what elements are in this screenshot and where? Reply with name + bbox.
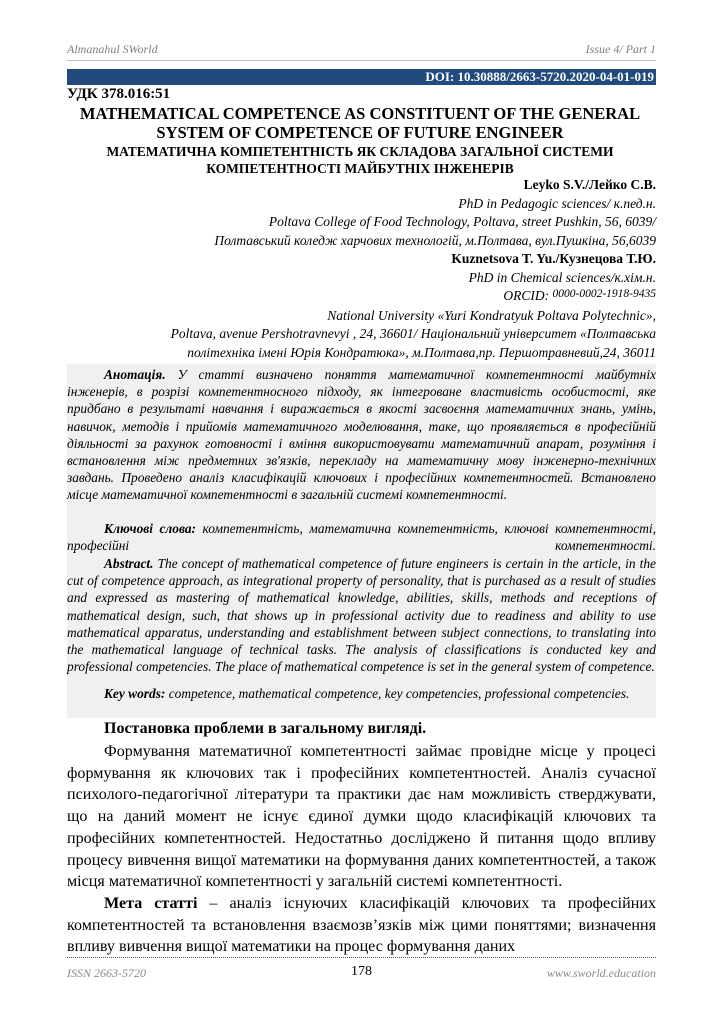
udk-code: УДК 378.016:51 [67, 86, 171, 102]
title-english-line: MATHEMATICAL COMPETENCE AS CONSTITUENT OF THE GENERAL [79, 104, 641, 123]
doi-bar [67, 69, 656, 85]
paragraph-text: – аналіз існуючих класифікацій ключових та професійних компетентностей та встановлення взаємозв’язків між цими поняттями; визначення впливу вивчення вищої математики на процес формування даних [67, 895, 656, 956]
page-footer [67, 964, 656, 984]
keywords-english-label: Key words: [104, 686, 166, 701]
author-orcid [60, 287, 656, 307]
journal-name: Almanahul SWorld [67, 42, 158, 56]
author-name: Kuznetsova T. Yu./Кузнецова Т.Ю. [451, 251, 656, 266]
abstract-english-text: The concept of mathematical competence of future engineers is certain in the article, in the cut of competence approach, as integrational property of personality, that is purchased as a result of studies and expressed as mastering of mathematical knowledge, abilities, skills, methods and receptions of mathematical design, such, that shows up in professional activity due to readiness and ability to use mathematical apparatus, understanding and establishment between subject connections, to translating into the mathematical language of technical tasks. The analysis of classifications is conducted key and professional competencies. The place of mathematical competence is set in the general system of competence. [67, 556, 656, 675]
orcid-label: ORCID: [503, 288, 550, 303]
title-ukrainian [60, 143, 660, 177]
authors-block [60, 176, 656, 362]
abstract-english [67, 555, 656, 675]
doi-link[interactable]: DOI: 10.30888/2663-5720.2020-04-01-019 [425, 69, 654, 84]
keywords-english-text: competence, mathematical competence, key competencies, professional competencies. [168, 686, 630, 701]
author-affiliation: політехніка імені Юрія Кондратюка», м.Полтава,пр. Першотравневий,24, 36011 [187, 344, 656, 360]
footer-divider [67, 957, 656, 958]
abstract-ukrainian-label: Анотація. [104, 367, 166, 382]
author-affiliation: Полтавський коледж харчових технологій, м.Полтава, вул.Пушкіна, 56,6039 [214, 232, 656, 248]
page-number: 178 [351, 964, 372, 979]
author-degree: PhD in Pedagogic sciences/ к.пед.н. [458, 195, 656, 211]
section-heading: Постановка проблеми в загальному вигляді. [104, 720, 427, 737]
body-paragraph [67, 893, 656, 958]
author-affiliation: Poltava, avenue Pershotravnevyi , 24, 36601/ Національний університет «Полтавська [170, 326, 656, 341]
keywords-ukrainian-text: компетентність, математична компетентність, ключові компетентності, професійні компетентності. [67, 521, 656, 554]
title-ukrainian-line: МАТЕМАТИЧНА КОМПЕТЕНТНІСТЬ ЯК СКЛАДОВА ЗАГАЛЬНОЇ СИСТЕМИ [106, 144, 614, 159]
keywords-ukrainian [67, 520, 656, 554]
author-affiliation: Poltava College of Food Technology, Poltava, street Pushkin, 56, 6039/ [268, 214, 656, 229]
title-english-line: SYSTEM OF COMPETENCE OF FUTURE ENGINEER [156, 123, 564, 142]
keywords-ukrainian-label: Ключові слова: [104, 521, 197, 536]
issn-label: ISSN 2663-5720 [67, 966, 146, 980]
author-name: Leyko S.V./Лейко С.В. [523, 177, 656, 192]
orcid-id[interactable]: 0000-0002-1918-9435 [552, 288, 656, 300]
abstract-ukrainian [67, 366, 656, 504]
website-link[interactable]: www.sworld.education [546, 966, 656, 980]
keywords-english [67, 685, 656, 702]
abstract-english-label: Abstract. [104, 556, 154, 571]
issue-label: Issue 4/ Part 1 [585, 42, 656, 56]
author-degree: PhD in Chemical sciences/к.хім.н. [468, 269, 656, 285]
paragraph-lead: Мета статті [104, 895, 198, 912]
abstract-ukrainian-text: У статті визначено поняття математичної компетентності майбутніх інженерів, в розрізі компетентносного підходу, як інтегроване властивість особистості, яке придбано в результаті навчання і виражається в якості засвоєння математичних знань, умінь, навичок, методів і прийомів математичного моделювання, таке, що проявляється в професійній діяльності за рахунок готовності і вміння використовувати математичний апарат, розуміння і встановлення між предметних зв'язків, перекладу на математичну мову інженерно-технічних завдань. Проведено аналіз класифікацій ключових і професійних компетентностей. Встановлено місце математичної компетентності в загальній системі компетентності. [67, 367, 656, 503]
author-affiliation: National University «Yuri Kondratyuk Poltava Polytechnic», [327, 307, 656, 323]
running-header [67, 40, 656, 61]
title-ukrainian-line: КОМПЕТЕНТНОСТІ МАЙБУТНІХ ІНЖЕНЕРІВ [206, 161, 514, 176]
title-english [60, 104, 660, 142]
body-paragraph: Формування математичної компетентності займає провідне місце у процесі формування як ключових так і професійних компетентностей. Аналіз сучасної психолого-педагогічної літератури та практики дає нам можливість стверджувати, що на даний момент не існує єдиної думки щодо класифікацій ключових та професійних компетентностей. Недостатньо досліджено й питання щодо впливу процесу вивчення вищої математики на формування даних компетентностей, а також місця математичної компетентності у загальній системі компетентності. [67, 743, 656, 891]
